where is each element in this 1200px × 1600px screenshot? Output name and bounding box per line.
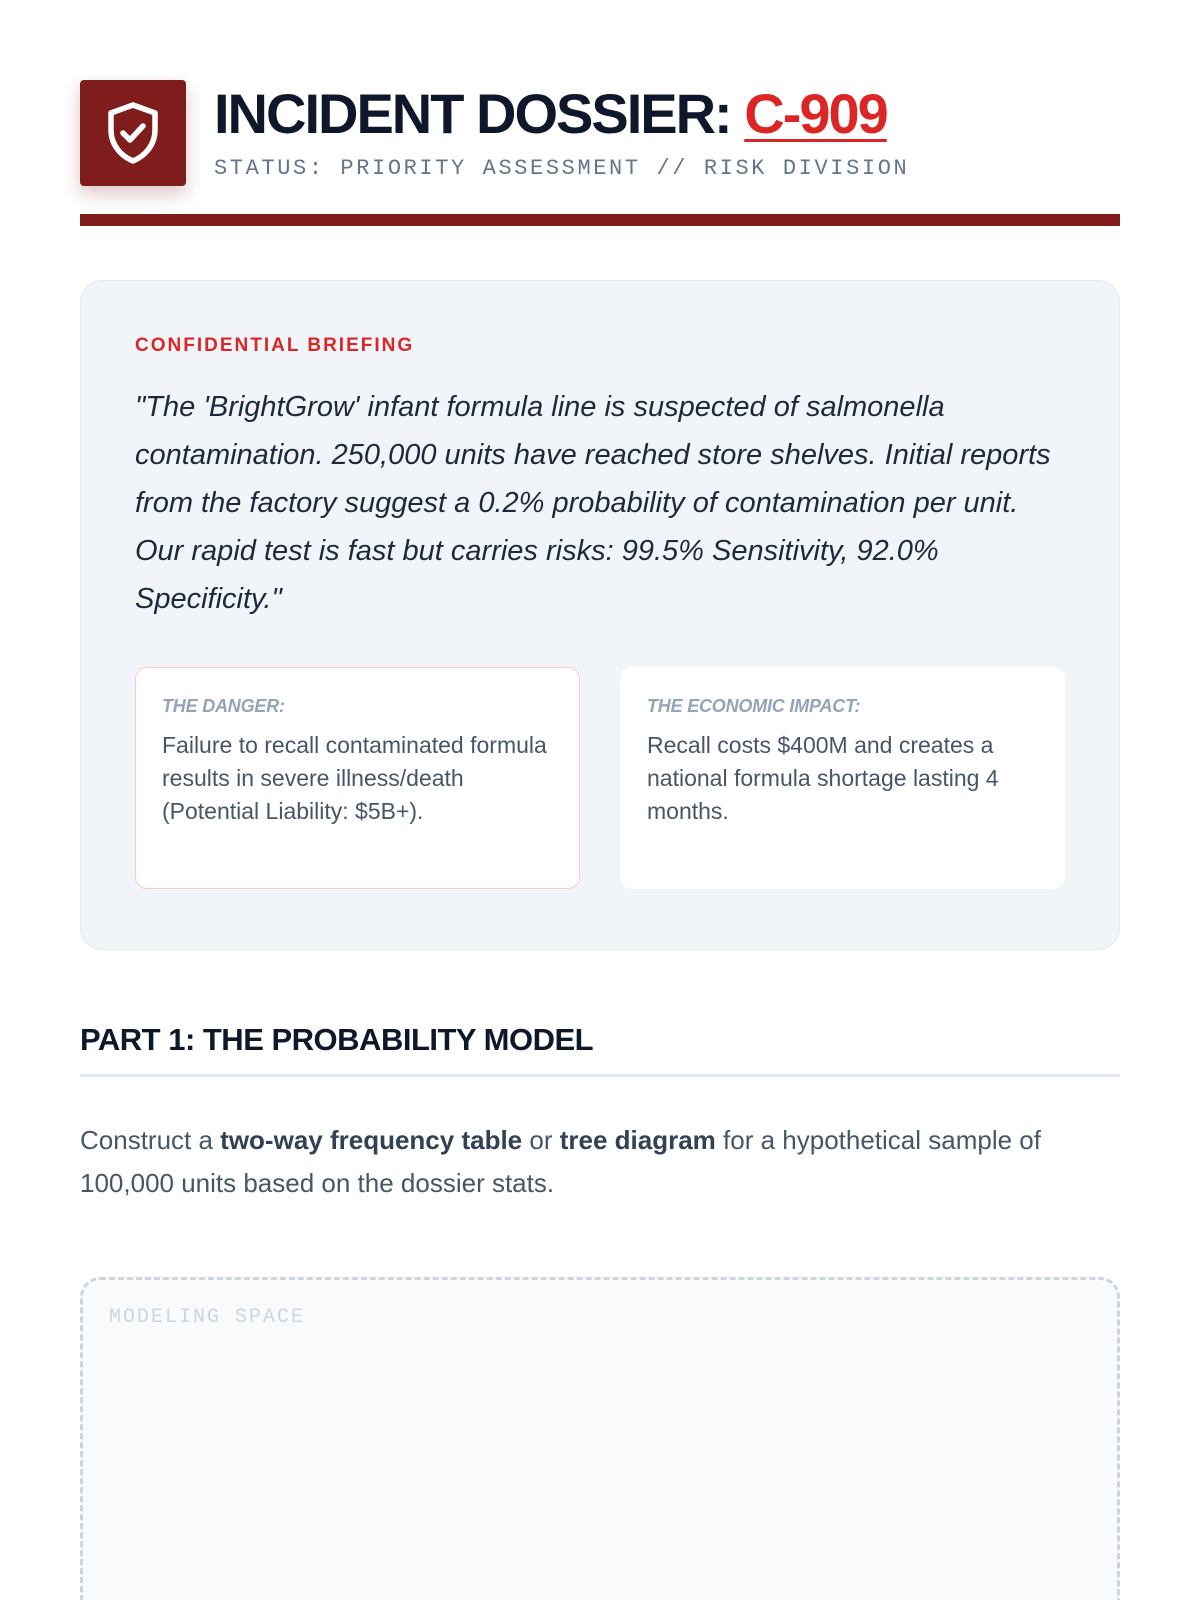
header [80, 80, 1120, 186]
title-block [214, 81, 910, 181]
header-divider [80, 214, 1120, 226]
economic-card [620, 667, 1065, 889]
section-divider [80, 1074, 1120, 1077]
impact-cards [135, 667, 1065, 889]
shield-check-icon [80, 80, 186, 186]
briefing-card [80, 280, 1120, 950]
title-prefix: INCIDENT DOSSIER: [214, 81, 745, 145]
status-subtitle: STATUS: PRIORITY ASSESSMENT // RISK DIVISION [214, 155, 910, 181]
section-title: PART 1: THE PROBABILITY MODEL [80, 1022, 594, 1057]
economic-text: Recall costs $400M and creates a national formula shortage lasting 4 months. [647, 732, 999, 824]
instructions-text-3: for a hypothetical sample of 100,000 units based on the dossier stats. [80, 1125, 1041, 1198]
economic-label: THE ECONOMIC IMPACT: [647, 696, 861, 716]
modeling-space[interactable] [80, 1277, 1120, 1600]
danger-text: Failure to recall contaminated formula results in severe illness/death (Potential Liability: $5B+). [162, 732, 547, 824]
page-title [214, 81, 909, 145]
briefing-quote: "The 'BrightGrow' infant formula line is suspected of salmonella contamination. 250,000 units have reached store shelves. Initial reports from the factory suggest a 0.2% probability of contamination per unit. Our rapid test is fast but carries risks: 99.5% Sensitivity, 92.0% Specificity." [135, 391, 1051, 615]
instructions-text-1: Construct a [80, 1125, 221, 1155]
briefing-label: CONFIDENTIAL BRIEFING [135, 335, 415, 356]
danger-card [135, 667, 580, 889]
instructions-text-2: or [522, 1125, 560, 1155]
case-id: C-909 [744, 81, 887, 145]
danger-label: THE DANGER: [162, 696, 285, 716]
instructions [80, 1119, 1120, 1205]
instructions-bold-2: tree diagram [559, 1125, 716, 1155]
modeling-space-label: MODELING SPACE [109, 1306, 306, 1329]
instructions-bold-1: two-way frequency table [220, 1125, 523, 1155]
